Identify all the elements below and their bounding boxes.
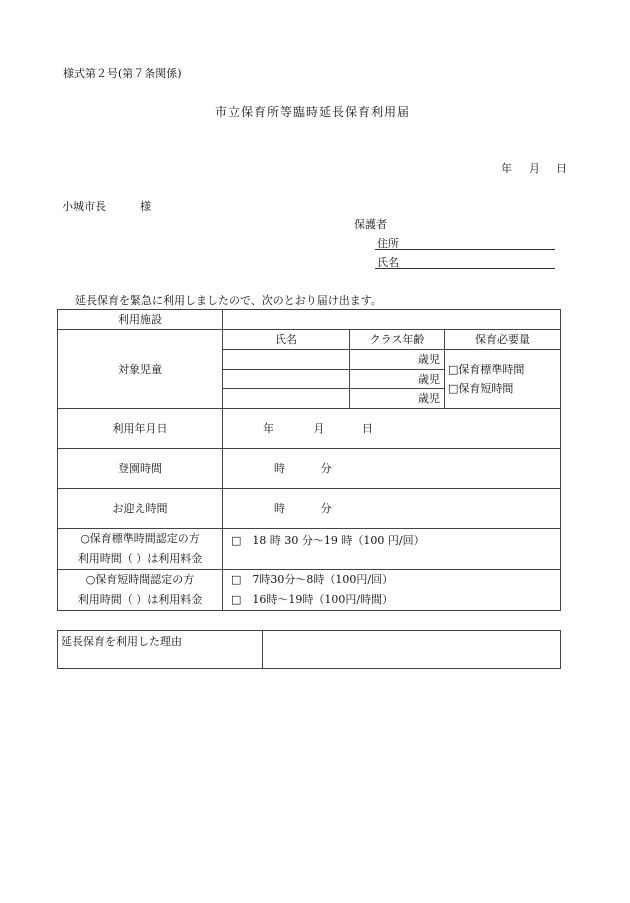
usage-date-year: 年 (263, 422, 274, 435)
facility-input[interactable] (223, 310, 561, 330)
child-age-3[interactable]: 歳児 (350, 389, 445, 409)
form-number: 様式第２号(第７条関係) (63, 67, 182, 80)
standard-option-checkbox[interactable]: □ 18 時 30 分～19 時（100 円/回） (231, 534, 425, 547)
main-table (57, 309, 561, 611)
facility-label: 利用施設 (58, 310, 223, 330)
addressee-name: 小城市長 (62, 200, 106, 213)
date-day: 日 (556, 162, 567, 175)
arrival-hour: 時 (274, 462, 285, 475)
guardian-address-field[interactable] (375, 249, 555, 250)
pickup-hour: 時 (274, 502, 285, 515)
intro-text: 延長保育を緊急に利用しましたので、次のとおり届け出ます。 (75, 294, 382, 307)
guardian-address-label: 住所 (377, 237, 399, 250)
usage-date-label: 利用年月日 (58, 409, 223, 449)
child-age-2[interactable]: 歳児 (350, 370, 445, 389)
arrival-label: 登園時間 (58, 449, 223, 489)
child-name-input-3[interactable] (223, 389, 350, 409)
standard-cert-options (223, 529, 561, 570)
child-age-1[interactable]: 歳児 (350, 350, 445, 370)
col-class-age-header: クラス年齢 (350, 330, 445, 350)
standard-cert-label-line2: 利用時間（ ）は利用料金 (77, 552, 203, 565)
arrival-time-input[interactable] (223, 449, 561, 489)
short-cert-options (223, 570, 561, 611)
need-short-checkbox[interactable]: □保育短時間 (448, 382, 514, 395)
date-month: 月 (529, 162, 540, 175)
need-standard-checkbox[interactable]: □保育標準時間 (448, 363, 525, 376)
need-options (445, 350, 561, 409)
page-title: 市立保育所等臨時延長保育利用届 (215, 105, 411, 119)
reason-input[interactable] (263, 631, 561, 669)
arrival-minute: 分 (320, 462, 332, 475)
standard-cert-label (58, 529, 223, 570)
standard-cert-label-line1: ○保育標準時間認定の方 (80, 532, 200, 545)
short-option-1-checkbox[interactable]: □ 7時30分～8時（100円/回） (231, 573, 394, 586)
pickup-minute: 分 (320, 502, 332, 515)
usage-date-input[interactable] (223, 409, 561, 449)
pickup-time-input[interactable] (223, 489, 561, 529)
child-name-input-1[interactable] (223, 350, 350, 370)
usage-date-day: 日 (362, 422, 373, 435)
usage-date-month: 月 (313, 422, 325, 435)
guardian-name-field[interactable] (375, 268, 555, 269)
short-cert-label (58, 570, 223, 611)
addressee-honorific: 様 (140, 200, 151, 213)
short-option-2-checkbox[interactable]: □ 16時～19時（100円/時間） (231, 593, 394, 606)
child-label: 対象児童 (58, 330, 223, 409)
col-name-header: 氏名 (223, 330, 350, 350)
col-need-header: 保育必要量 (445, 330, 561, 350)
reason-table (57, 630, 561, 669)
guardian-name-label: 氏名 (377, 256, 399, 269)
pickup-label: お迎え時間 (58, 489, 223, 529)
short-cert-label-line2: 利用時間（ ）は利用料金 (77, 593, 203, 606)
short-cert-label-line1: ○保育短時間認定の方 (85, 573, 195, 586)
reason-label: 延長保育を利用した理由 (58, 631, 263, 669)
date-year: 年 (501, 162, 512, 175)
guardian-heading: 保護者 (354, 218, 387, 231)
child-name-input-2[interactable] (223, 370, 350, 389)
